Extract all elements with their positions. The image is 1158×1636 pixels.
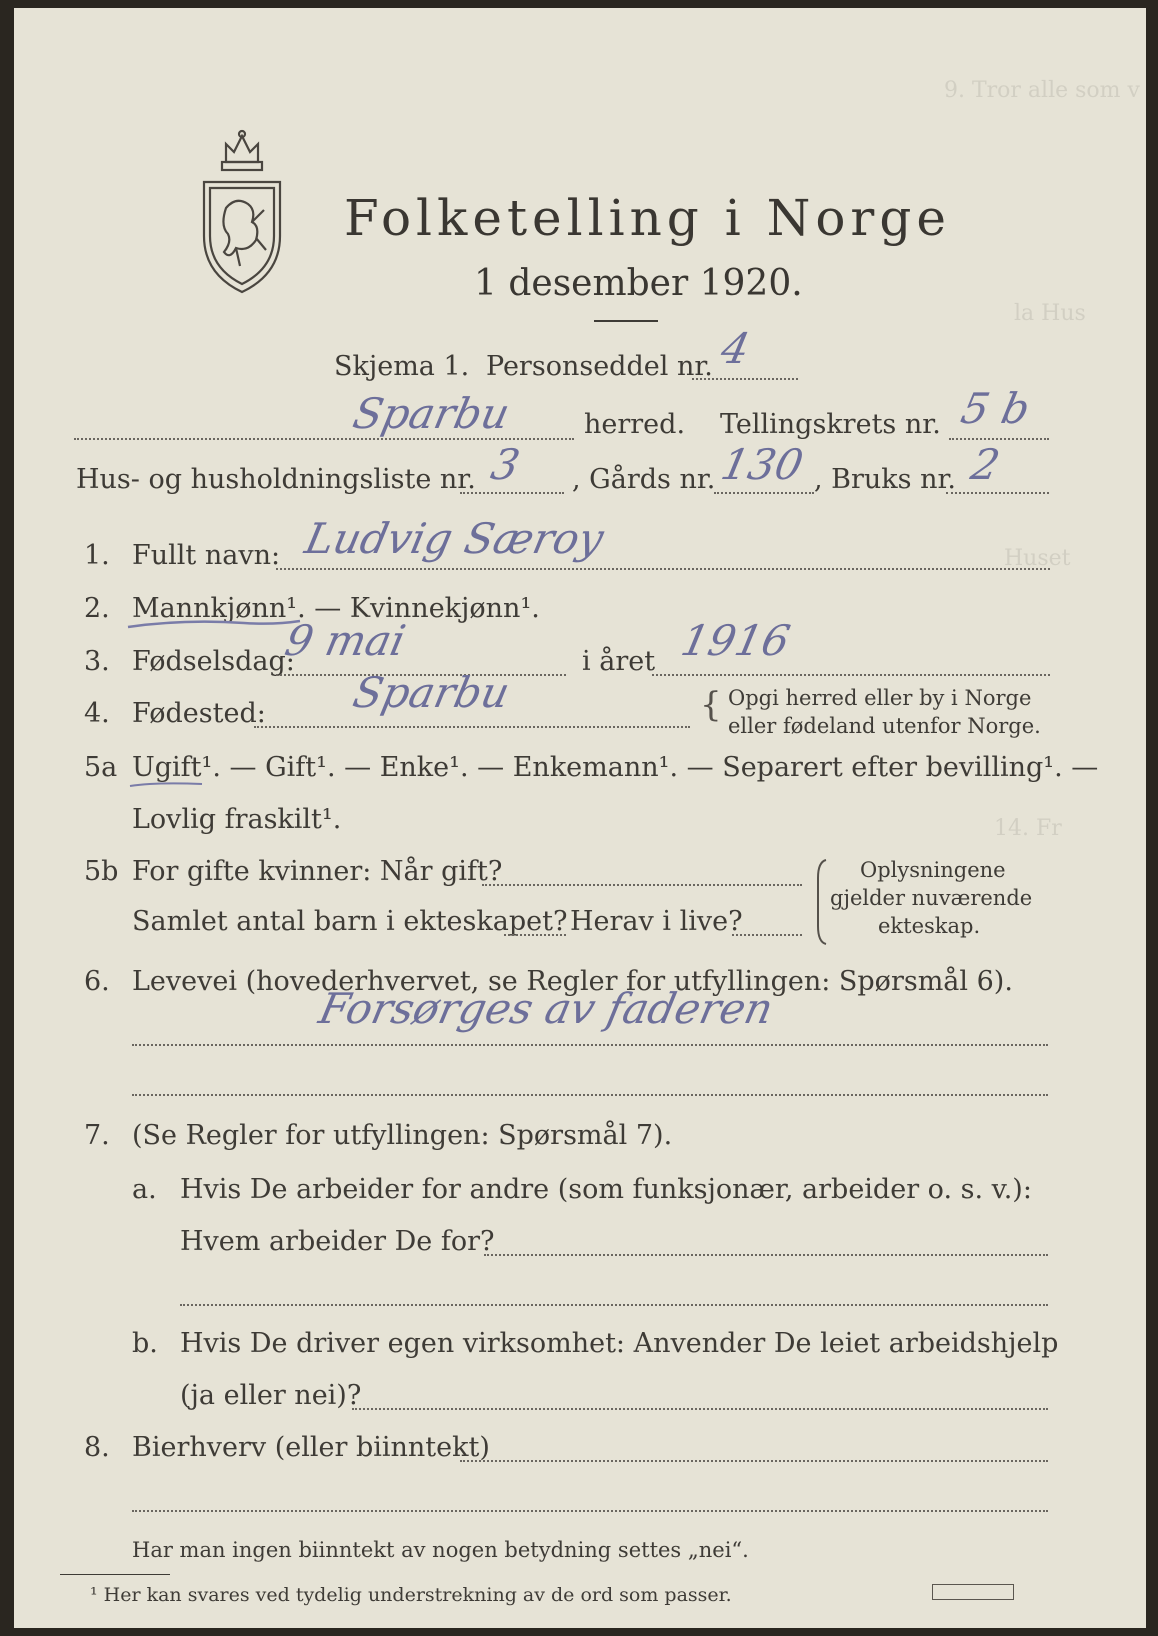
tellingskrets-label: Tellingskrets nr. [720,409,941,440]
birth-year-value[interactable]: 1916 [676,616,795,665]
q7a-question: Hvem arbeider De for? [180,1226,495,1257]
q4-number: 4. [84,698,110,729]
q7a-letter: a. [132,1174,157,1205]
q5b-children-line [504,934,566,936]
q1-line [276,568,1050,570]
q1-label: Fullt navn: [132,540,281,571]
q7b-question: (ja eller nei)? [180,1380,362,1411]
q6-label: Levevei (hovederhvervet, se Regler for utfyllingen: Spørsmål 6). [132,966,1013,997]
bruks-value[interactable]: 2 [966,440,1005,489]
q6-line-1 [132,1044,1048,1046]
husliste-label: Hus- og husholdningsliste nr. [76,464,476,495]
q3-label: Fødselsdag: [132,646,295,677]
q5b-children-label: Samlet antal barn i ekteskapet? [132,906,568,937]
ugift-underline [126,776,206,792]
q8-line-1 [460,1460,1048,1462]
census-form-page [14,8,1146,1628]
q7-number: 7. [84,1120,110,1151]
birthplace-value[interactable]: Sparbu [348,668,515,717]
q3-year-line [652,674,1050,676]
coat-of-arms-icon [196,126,288,296]
q5b-brace [814,858,830,946]
form-title: Folketelling i Norge [344,189,951,247]
q2-number: 2. [84,593,110,624]
personseddel-value[interactable]: 4 [716,324,755,373]
gards-value[interactable]: 130 [716,440,808,489]
q5b-note-2: gjelder nuværende [830,886,1033,910]
bleed-through-text: 9. Tror alle som v [944,78,1140,103]
personseddel-line [692,378,798,380]
schema-label: Skjema 1. [334,351,470,382]
herred-label: herred. [584,409,686,440]
occupation-value[interactable]: Forsørges av faderen [314,984,778,1033]
husliste-value[interactable]: 3 [486,440,525,489]
q7a-line-1 [484,1254,1048,1256]
q8-line-2 [132,1510,1048,1512]
herred-value[interactable]: Sparbu [348,389,515,438]
husliste-line [460,492,564,494]
q5a-number: 5a [84,752,118,783]
q3-year-label: i året [582,646,656,677]
bruks-label: , Bruks nr. [814,464,957,495]
q7b-line [352,1408,1048,1410]
bruks-line [946,492,1049,494]
q4-label: Fødested: [132,698,266,729]
gards-label: , Gårds nr. [572,464,716,495]
bleed-through-text: 14. Fr [994,816,1062,841]
q7b-letter: b. [132,1328,158,1359]
q6-line-2 [132,1094,1048,1096]
q5b-note-3: ekteskap. [878,914,981,938]
q4-line [254,726,690,728]
bleed-through-text: la Hus [1014,301,1086,326]
q5b-number: 5b [84,856,119,887]
q5a-options: Ugift¹. — Gift¹. — Enke¹. — Enkemann¹. — Separert efter bevilling¹. — [132,752,1099,783]
footnote-text: ¹ Her kan svares ved tydelig understrekning av de ord som passer. [90,1584,732,1606]
personseddel-label: Personseddel nr. [486,351,713,382]
q5b-note-1: Oplysningene [860,858,1006,882]
q1-number: 1. [84,540,110,571]
q5b-married-line [482,884,802,886]
q4-brace: { [700,685,722,725]
q3-number: 3. [84,646,110,677]
mannkjonn-underline [124,613,304,633]
title-divider [594,320,658,322]
q4-note-2: eller fødeland utenfor Norge. [728,714,1041,738]
q7a-label: Hvis De arbeider for andre (som funksjonær, arbeider o. s. v.): [180,1174,1032,1205]
q7b-label: Hvis De driver egen virksomhet: Anvender De leiet arbeidshjelp [180,1328,1059,1359]
gards-line [714,492,814,494]
printer-stamp [932,1584,1014,1600]
q5a-options-cont: Lovlig fraskilt¹. [132,804,342,835]
tellingskrets-value[interactable]: 5 b [956,384,1035,433]
full-name-value[interactable]: Ludvig Særoy [300,514,608,563]
q5b-alive-label: Herav i live? [570,906,743,937]
birthday-value[interactable]: 9 mai [280,616,410,665]
q8-number: 8. [84,1432,110,1463]
q7-label: (Se Regler for utfyllingen: Spørsmål 7). [132,1120,673,1151]
footnote-rule [60,1574,170,1575]
q4-note-1: Opgi herred eller by i Norge [728,686,1032,710]
q8-label: Bierhverv (eller biinntekt) [132,1432,490,1463]
q6-number: 6. [84,966,110,997]
q5b-alive-line [732,934,802,936]
q2-label: Mannkjønn¹. — Kvinnekjønn¹. [132,593,540,624]
q7a-line-2 [180,1304,1048,1306]
form-date: 1 desember 1920. [474,263,803,304]
q5b-label: For gifte kvinner: Når gift? [132,856,503,887]
bleed-through-text: Huset [1004,546,1071,571]
footer-note: Har man ingen biinntekt av nogen betydning settes „nei“. [132,1538,749,1562]
